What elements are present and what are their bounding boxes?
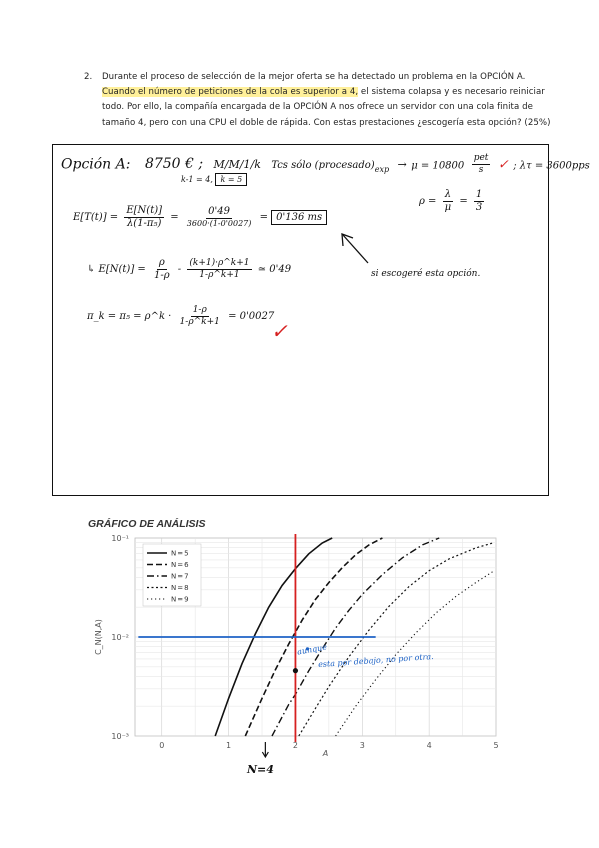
pi-f-den: 1-ρ^k+1 bbox=[179, 316, 220, 327]
y-tick-label: 10⁻² bbox=[111, 633, 129, 642]
et-eq-2: = bbox=[259, 212, 268, 223]
x-axis-label: A bbox=[322, 749, 329, 758]
k-value: k = 5 bbox=[215, 173, 247, 186]
legend-label: N=6 bbox=[171, 561, 190, 569]
pet-num: pet bbox=[473, 153, 489, 163]
question-highlight: Cuando el número de peticiones de la cola es superior a 4, bbox=[102, 87, 359, 98]
rho-lhs: ρ = bbox=[419, 196, 437, 207]
chart-note-1: aunque bbox=[296, 642, 328, 657]
x-tick-label: 2 bbox=[292, 741, 298, 750]
y-tick-label: 10⁻³ bbox=[111, 732, 129, 741]
en-f1-num: ρ bbox=[158, 257, 165, 268]
option-label: Opción A: bbox=[61, 156, 131, 173]
x-tick-label: 4 bbox=[426, 741, 432, 750]
intersection-point bbox=[293, 668, 298, 673]
x-tick-label: 5 bbox=[493, 741, 499, 750]
rho-den: μ bbox=[444, 202, 452, 213]
x-tick-label: 3 bbox=[359, 741, 365, 750]
question-text-after: el sistema colapsa y es necesario reiniciar todo. Por ello, la compañía encargada de la OPCIÓN A nos ofrece un servidor con una cola finita de tamaño 4, pero con una CPU el doble de rápida. Con estas prestaciones ¿escogería esta opción? (25%) bbox=[102, 87, 551, 128]
arrow-glyph: → bbox=[397, 158, 407, 172]
service-note: Tcs sólo (procesado) bbox=[271, 160, 375, 172]
check-mark-icon-2: ✓ bbox=[271, 319, 288, 343]
k-minus-one: k-1 = 4, bbox=[181, 175, 213, 184]
y-axis-label: C_N(N,A) bbox=[94, 619, 103, 655]
n-label: N=4 bbox=[247, 763, 274, 776]
decision-note: si escogeré esta opción. bbox=[371, 269, 481, 279]
rho-num: λ bbox=[444, 189, 452, 200]
et-f1-den: λ(1-π₅) bbox=[126, 218, 162, 229]
en-approx: ≃ 0'49 bbox=[257, 264, 292, 275]
et-f2-num: 0'49 bbox=[208, 206, 231, 218]
x-tick-label: 0 bbox=[159, 741, 165, 750]
en-minus: - bbox=[177, 264, 182, 275]
mu-value: μ = 10800 bbox=[411, 160, 465, 172]
pet-den: s bbox=[478, 164, 484, 175]
en-f1-den: 1-ρ bbox=[153, 270, 170, 281]
legend-label: N=5 bbox=[171, 549, 190, 558]
pi-lhs: π_k = π₅ = ρ^k · bbox=[87, 310, 172, 322]
legend-label: N=9 bbox=[171, 595, 190, 604]
question-text-before: Durante el proceso de selección de la mejor oferta se ha detectado un problema en la OPCIÓN A. bbox=[102, 72, 526, 82]
chart-note-2: esta por debajo, no por otra. bbox=[317, 651, 434, 670]
question-number: 2. bbox=[84, 72, 93, 82]
et-f1-num: E[N(t)] bbox=[126, 205, 163, 216]
en-f2-den: 1-ρ^k+1 bbox=[199, 270, 240, 280]
legend-label: N=7 bbox=[171, 572, 190, 581]
et-result: 0'136 ms bbox=[271, 210, 327, 225]
pi-result: = 0'0027 bbox=[228, 310, 275, 322]
check-mark-icon: ✓ bbox=[497, 157, 509, 173]
y-tick-label: 10⁻¹ bbox=[111, 534, 129, 543]
rho-val-num: 1 bbox=[475, 189, 483, 200]
en-prefix: ↳ E[N(t)] = bbox=[87, 264, 146, 275]
et-f2-den: 3600·(1-0'0027) bbox=[186, 219, 252, 229]
x-tick-label: 1 bbox=[226, 741, 232, 750]
et-eq: = bbox=[170, 212, 179, 223]
lambda-value: ; λτ = 3600pps bbox=[513, 160, 590, 172]
legend-label: N=8 bbox=[171, 584, 190, 592]
rho-val-den: 3 bbox=[475, 202, 483, 213]
option-price: 8750 € ; bbox=[144, 156, 204, 173]
en-f2-num: (k+1)·ρ^k+1 bbox=[189, 258, 250, 269]
queue-model: M/M/1/k bbox=[213, 158, 261, 172]
et-lhs: E[T(t)] = bbox=[73, 212, 119, 223]
rho-eq: = bbox=[459, 196, 468, 207]
legend bbox=[143, 544, 201, 606]
service-note-sub: exp bbox=[374, 165, 390, 175]
pi-f-num: 1-ρ bbox=[192, 305, 207, 315]
chart-title: GRÁFICO DE ANÁLISIS bbox=[88, 518, 206, 530]
